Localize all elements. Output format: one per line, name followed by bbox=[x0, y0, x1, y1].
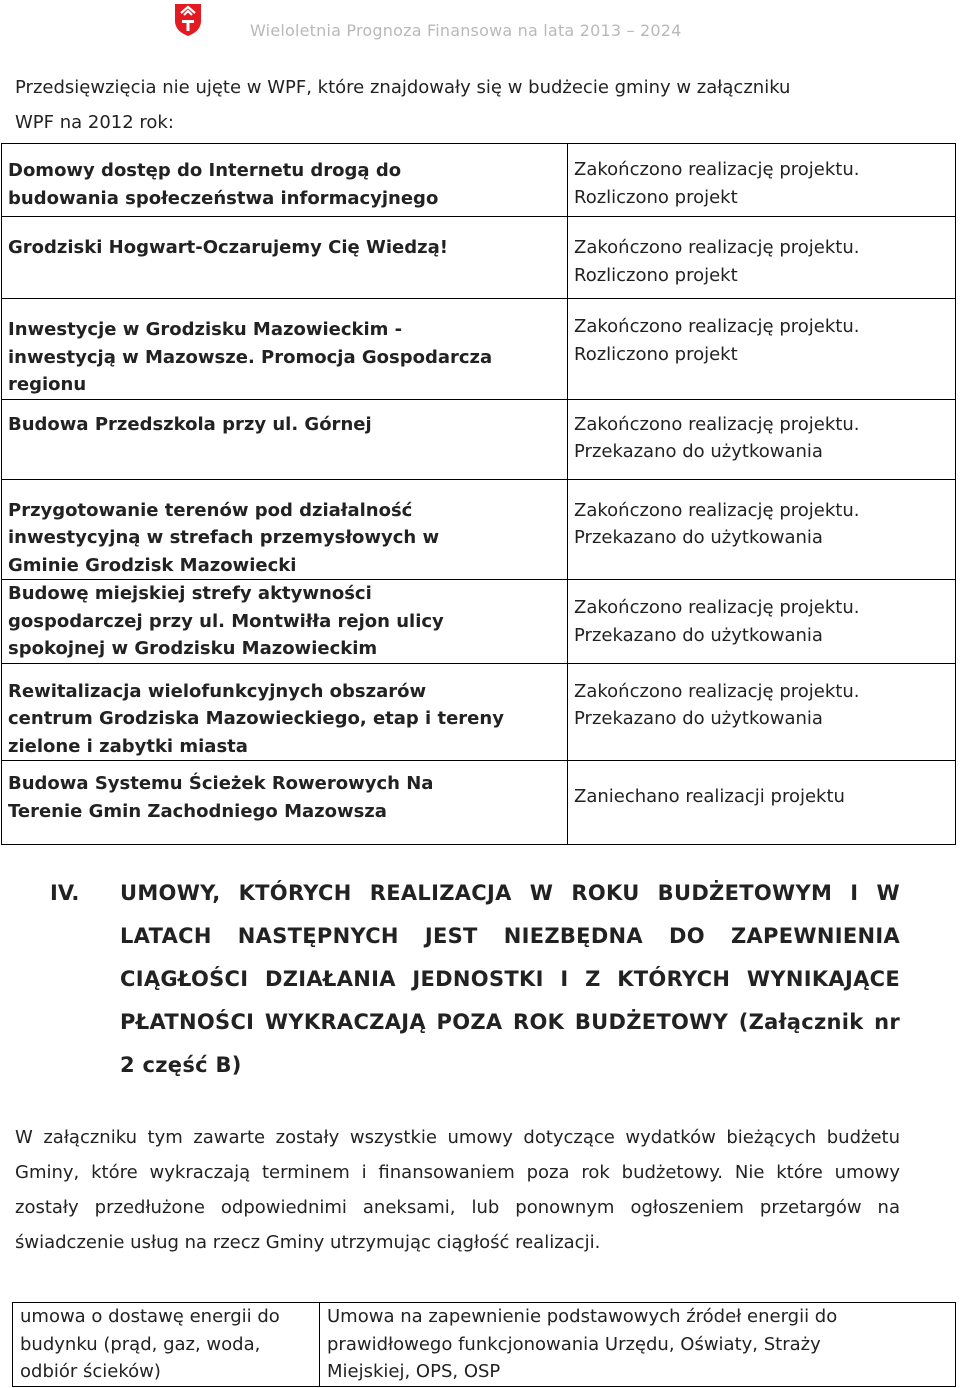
project-status-cell bbox=[568, 479, 956, 580]
project-row bbox=[2, 761, 956, 845]
contract-purpose-cell bbox=[320, 1303, 956, 1387]
project-row bbox=[2, 580, 956, 664]
project-status-line: Przekazano do użytkowania bbox=[574, 624, 823, 646]
project-name-line: inwestycją w Mazowsze. Promocja Gospodarcza bbox=[8, 346, 493, 368]
project-status-line: Przekazano do użytkowania bbox=[574, 441, 823, 462]
project-name-cell bbox=[2, 144, 568, 217]
project-status-line: Zaniechano realizacji projektu bbox=[574, 786, 845, 807]
project-row bbox=[2, 299, 956, 400]
project-name-line: Grodziski Hogwart-Oczarujemy Cię Wiedzą! bbox=[8, 237, 448, 258]
project-name-line: centrum Grodziska Mazowieckiego, etap i tereny bbox=[8, 708, 504, 729]
project-row bbox=[2, 663, 956, 761]
project-name-line: Terenie Gmin Zachodniego Mazowsza bbox=[8, 800, 387, 822]
city-coat-of-arms-icon bbox=[174, 3, 202, 37]
contract-name-line: odbiór ścieków) bbox=[20, 1361, 161, 1382]
contracts-table bbox=[12, 1302, 956, 1387]
project-status-cell bbox=[568, 761, 956, 845]
project-status-cell bbox=[568, 144, 956, 217]
intro-line: WPF na 2012 rok: bbox=[15, 112, 174, 133]
project-status-line: Zakończono realizację projektu. bbox=[574, 680, 860, 702]
project-status-line: Przekazano do użytkowania bbox=[574, 708, 823, 729]
project-name-line: Inwestycje w Grodzisku Mazowieckim - bbox=[8, 319, 403, 340]
contract-purpose-line: prawidłowego funkcjonowania Urzędu, Oświaty, Straży bbox=[327, 1333, 821, 1355]
project-name-cell bbox=[2, 580, 568, 664]
intro-line: Przedsięwzięcia nie ujęte w WPF, które znajdowały się w budżecie gminy w załączniku bbox=[15, 77, 791, 98]
page-header bbox=[0, 0, 960, 60]
project-name-line: inwestycyjną w strefach przemysłowych w bbox=[8, 527, 440, 548]
project-row bbox=[2, 399, 956, 479]
project-status-line: Zakończono realizację projektu. bbox=[574, 499, 860, 521]
project-status-line: Zakończono realizację projektu. bbox=[574, 597, 860, 618]
project-name-line: Budowa Systemu Ścieżek Rowerowych Na bbox=[8, 773, 434, 794]
project-name-line: budowania społeczeństwa informacyjnego bbox=[8, 187, 439, 209]
section-number: IV. bbox=[50, 881, 80, 905]
contract-name-line: budynku (prąd, gaz, woda, bbox=[20, 1333, 261, 1355]
project-name-line: Gminie Grodzisk Mazowiecki bbox=[8, 554, 297, 576]
contract-name-cell bbox=[13, 1303, 320, 1387]
project-status-line: Przekazano do użytkowania bbox=[574, 527, 823, 548]
contract-name-line: umowa o dostawę energii do bbox=[20, 1306, 280, 1327]
contract-row bbox=[13, 1303, 956, 1387]
project-status-line: Zakończono realizację projektu. bbox=[574, 159, 860, 180]
project-name-line: Domowy dostęp do Internetu drogą do bbox=[8, 160, 402, 181]
project-name-line: Budowa Przedszkola przy ul. Górnej bbox=[8, 413, 372, 435]
projects-table bbox=[1, 143, 956, 845]
project-name-line: Przygotowanie terenów pod działalność bbox=[8, 499, 413, 521]
section-title: UMOWY, KTÓRYCH REALIZACJA W ROKU BUDŻETOWYM I W LATACH NASTĘPNYCH JEST NIEZBĘDNA DO ZAPEWNIENIA CIĄGŁOŚCI DZIAŁANIA JEDNOSTKI I Z KTÓRYCH WYNIKAJĄCE PŁATNOŚCI WYKRACZAJĄ POZA ROK BUDŻETOWY (Załącznik nr 2 część B) bbox=[120, 881, 900, 1077]
project-status-line: Rozliczono projekt bbox=[574, 343, 738, 365]
document-header-title: Wieloletnia Prognoza Finansowa na lata 2013 – 2024 bbox=[250, 21, 682, 40]
project-status-cell bbox=[568, 299, 956, 400]
project-name-cell bbox=[2, 217, 568, 299]
project-status-line: Zakończono realizację projektu. bbox=[574, 316, 860, 337]
project-name-line: zielone i zabytki miasta bbox=[8, 735, 248, 757]
project-name-cell bbox=[2, 299, 568, 400]
project-status-cell bbox=[568, 399, 956, 479]
project-row bbox=[2, 479, 956, 580]
project-name-cell bbox=[2, 761, 568, 845]
project-status-line: Rozliczono projekt bbox=[574, 264, 738, 286]
project-status-cell bbox=[568, 580, 956, 664]
project-row bbox=[2, 144, 956, 217]
project-row bbox=[2, 217, 956, 299]
project-name-line: gospodarczej przy ul. Montwiłła rejon ulicy bbox=[8, 610, 444, 632]
contract-purpose-line: Umowa na zapewnienie podstawowych źródeł energii do bbox=[327, 1306, 838, 1327]
project-status-cell bbox=[568, 217, 956, 299]
intro-text bbox=[15, 70, 915, 140]
project-name-line: spokojnej w Grodzisku Mazowieckim bbox=[8, 638, 378, 659]
project-name-line: Budowę miejskiej strefy aktywności bbox=[8, 583, 372, 604]
contract-purpose-line: Miejskiej, OPS, OSP bbox=[327, 1361, 501, 1382]
project-name-cell bbox=[2, 663, 568, 761]
project-status-line: Zakończono realizację projektu. bbox=[574, 237, 860, 258]
project-name-cell bbox=[2, 479, 568, 580]
project-name-line: regionu bbox=[8, 374, 87, 395]
project-name-line: Rewitalizacja wielofunkcyjnych obszarów bbox=[8, 680, 427, 702]
project-name-cell bbox=[2, 399, 568, 479]
project-status-line: Zakończono realizację projektu. bbox=[574, 413, 860, 435]
project-status-cell bbox=[568, 663, 956, 761]
project-status-line: Rozliczono projekt bbox=[574, 186, 738, 208]
body-paragraph: W załączniku tym zawarte zostały wszystkie umowy dotyczące wydatków bieżących budżetu Gminy, które wykraczają terminem i finansowaniem poza rok budżetowy. Nie które umowy zostały przedłużone odpowiednimi aneksami, lub ponownym ogłoszeniem przetargów na świadczenie usług na rzecz Gminy utrzymując ciągłość realizacji. bbox=[15, 1127, 900, 1253]
